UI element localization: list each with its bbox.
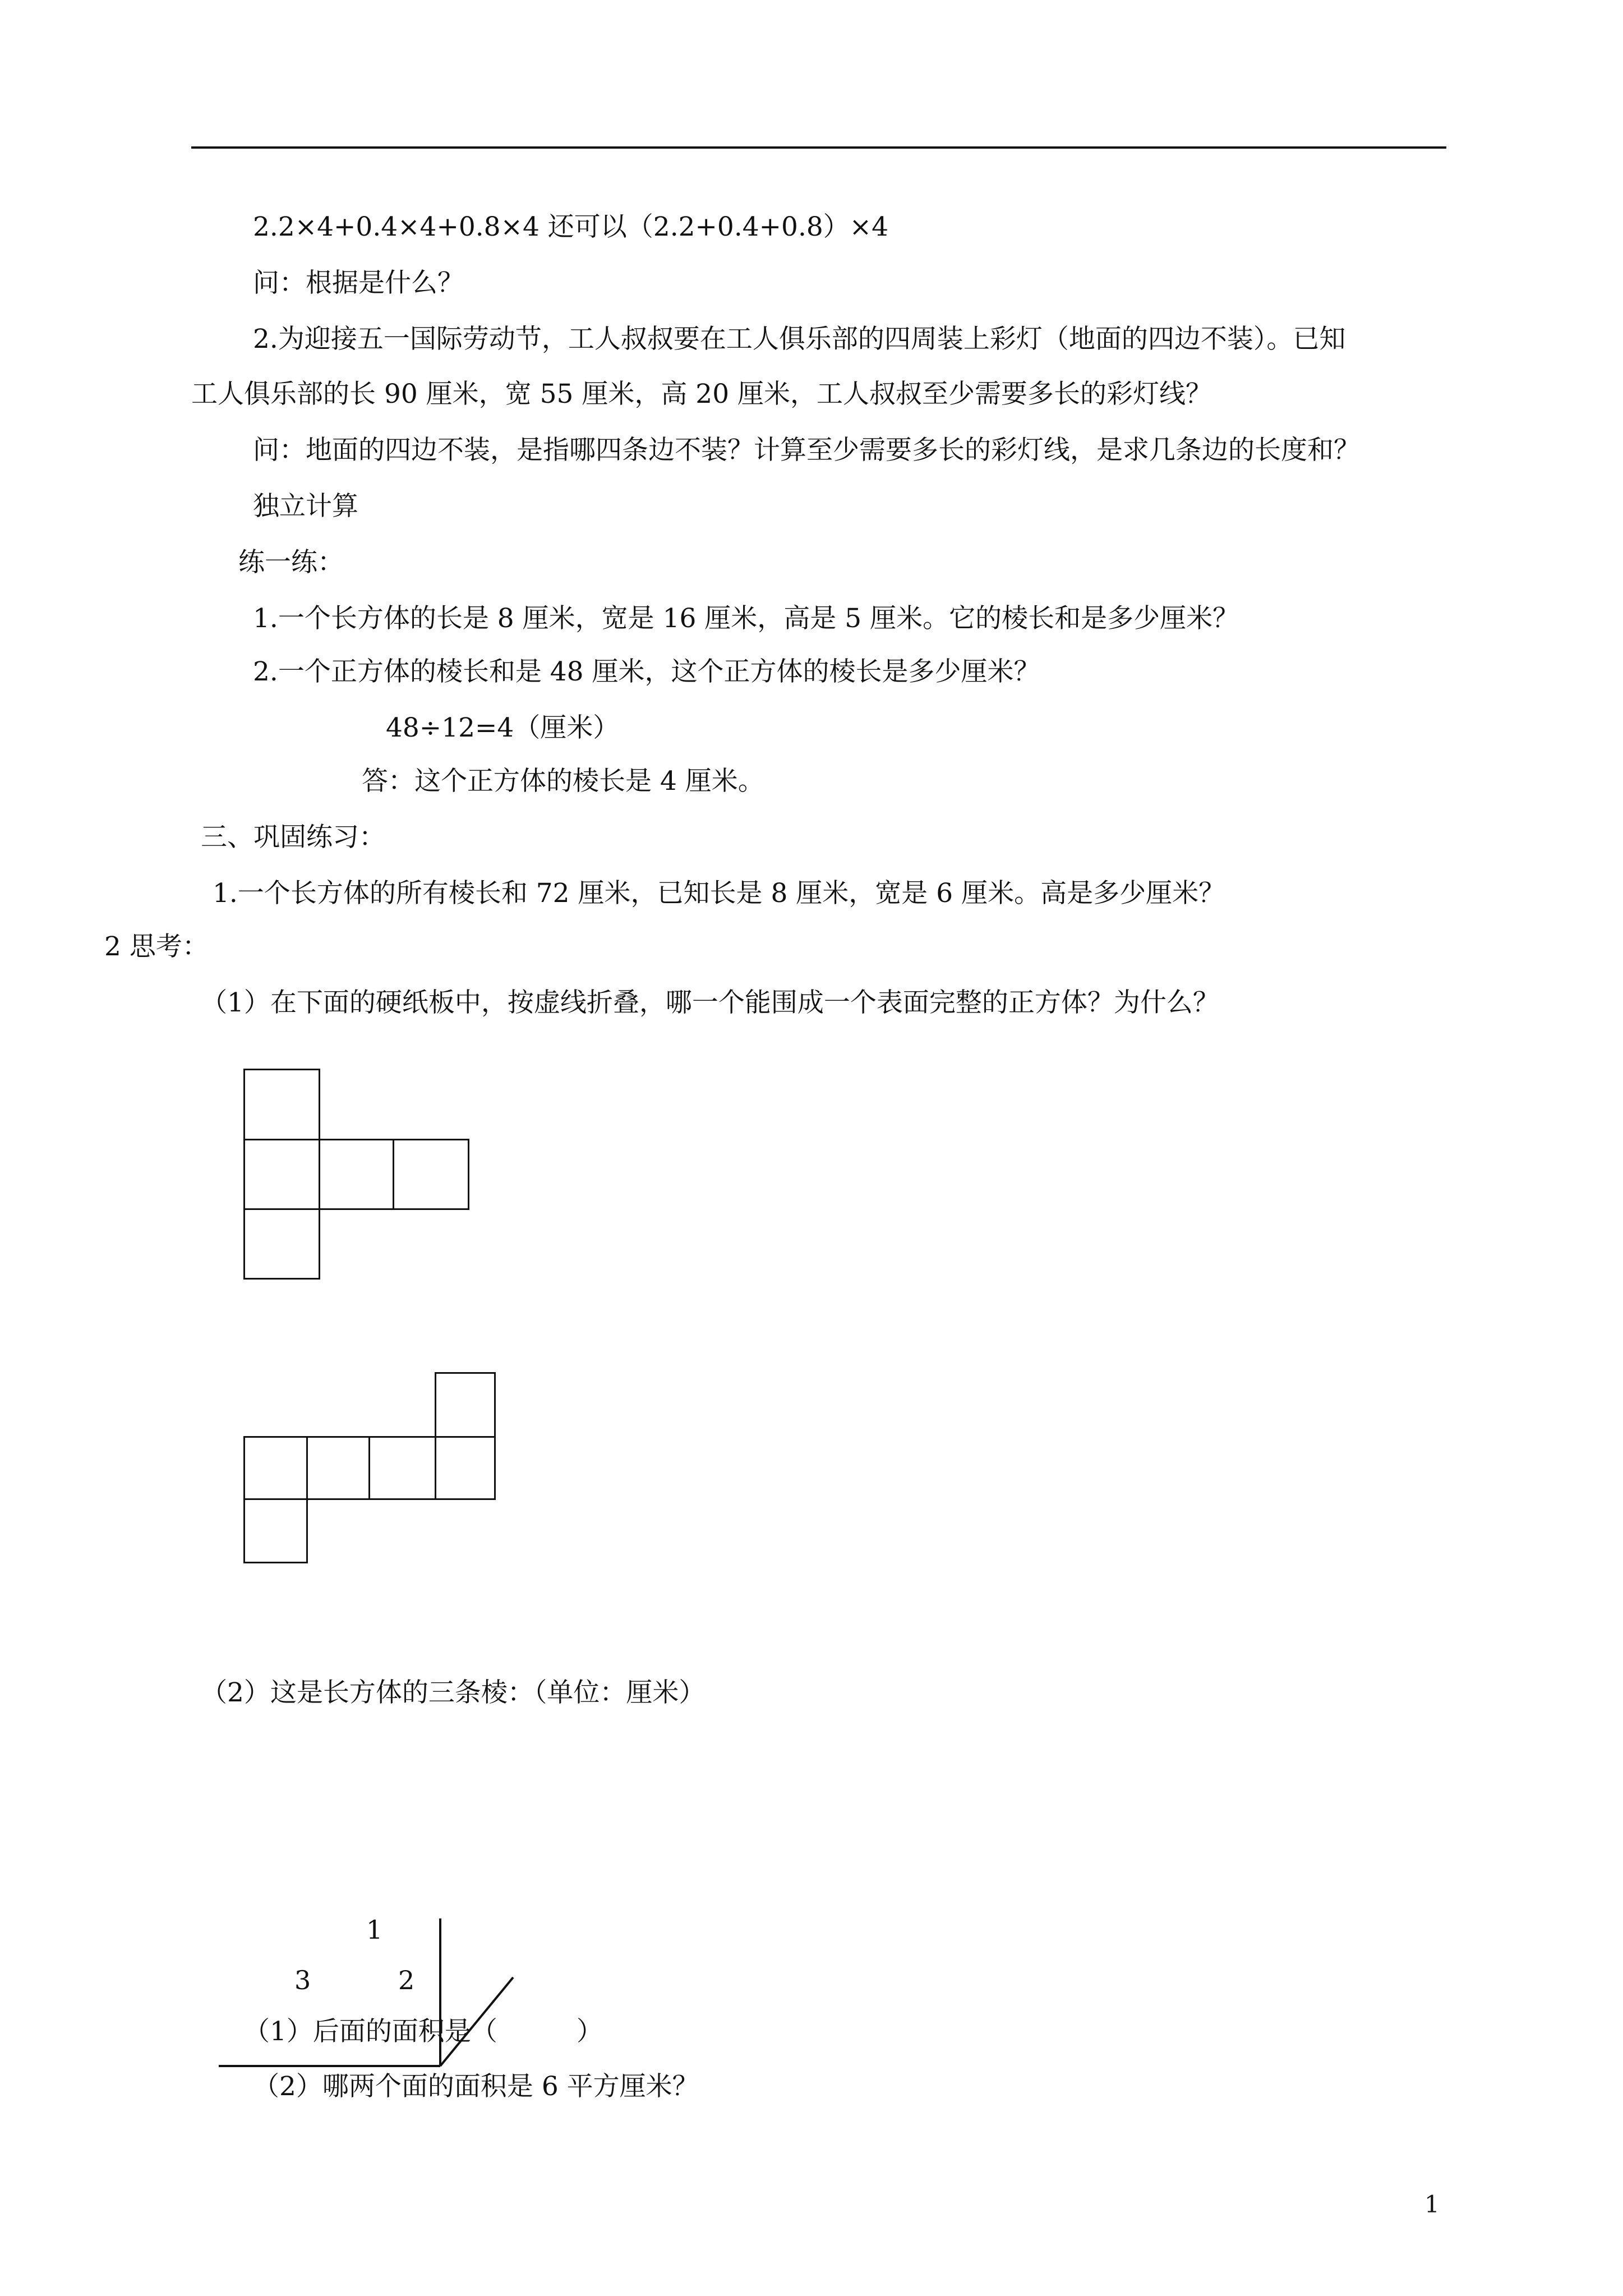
net-square	[368, 1436, 436, 1500]
question-line: （1）后面的面积是（ ）	[243, 2016, 603, 2047]
text-line: 2.为迎接五一国际劳动节，工人叔叔要在工人俱乐部的四周装上彩灯（地面的四边不装）。已知	[253, 324, 1346, 355]
question-line: （2）哪两个面的面积是 6 平方厘米？	[253, 2071, 699, 2102]
text-line: 工人俱乐部的长 90 厘米，宽 55 厘米，高 20 厘米，工人叔叔至少需要多长的彩灯线？	[191, 379, 1212, 409]
text-line: （1）在下面的硬纸板中，按虚线折叠，哪一个能围成一个表面完整的正方体？为什么？	[201, 987, 1219, 1018]
edge-label: 2	[398, 1965, 415, 1995]
net-square	[306, 1436, 370, 1500]
edge-label: 1	[366, 1915, 383, 1945]
text-line: 2 思考：	[104, 931, 209, 962]
header-rule	[191, 146, 1446, 149]
text-line: 2.2×4+0.4×4+0.8×4 还可以（2.2+0.4+0.8）×4	[253, 211, 889, 242]
formula: 48÷12=4（厘米）	[386, 712, 620, 743]
text-line: 独立计算	[253, 491, 358, 522]
net-square	[319, 1139, 394, 1210]
net-square	[243, 1208, 320, 1280]
net-square	[243, 1498, 308, 1563]
net-square	[243, 1139, 320, 1210]
net-square	[243, 1436, 308, 1500]
text-line: 2.一个正方体的棱长和是 48 厘米，这个正方体的棱长是多少厘米？	[253, 656, 1040, 687]
text-line: 问：根据是什么？	[253, 268, 464, 298]
net-square	[393, 1139, 469, 1210]
net-square	[435, 1436, 496, 1500]
net-square	[243, 1069, 320, 1140]
text-line: 问：地面的四边不装，是指哪四条边不装？计算至少需要多长的彩灯线，是求几条边的长度和？	[253, 435, 1360, 466]
page-number: 1	[1424, 2191, 1440, 2218]
section-heading: 三、巩固练习：	[201, 822, 385, 853]
text-line: 1.一个长方体的长是 8 厘米，宽是 16 厘米，高是 5 厘米。它的棱长和是多少厘米？	[253, 603, 1239, 634]
text-line: 1.一个长方体的所有棱长和 72 厘米，已知长是 8 厘米，宽是 6 厘米。高是多少厘米？	[213, 878, 1225, 909]
answer-line: 答：这个正方体的棱长是 4 厘米。	[362, 766, 764, 797]
edge-label: 3	[294, 1965, 311, 1995]
net-square	[435, 1372, 496, 1438]
text-line: （2）这是长方体的三条棱：（单位：厘米）	[201, 1677, 706, 1708]
text-line: 练一练：	[238, 547, 344, 578]
